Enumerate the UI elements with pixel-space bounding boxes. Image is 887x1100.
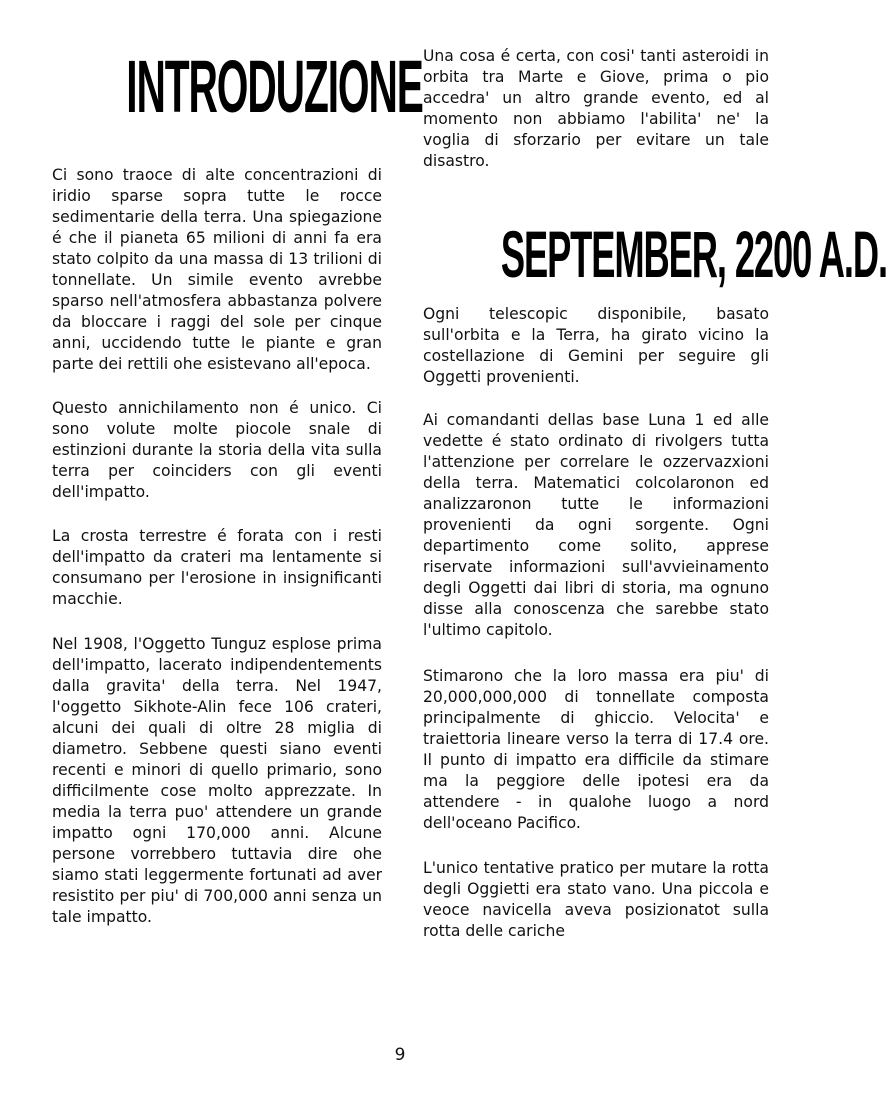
paragraph-annichilamento: Questo annichilamento non é unico. Ci sono volute molte piocole snale di estinzioni durante la storia della vita sulla terra per coinciders con gli eventi dell'impatto. bbox=[52, 399, 382, 501]
paragraph-tentative: L'unico tentative pratico per mutare la rotta degli Oggietti era stato vano. Una piccola e veoce navicella aveva posizionatot sulla rotta delle cariche bbox=[423, 859, 769, 940]
paragraph-crosta-terrestre: La crosta terrestre é forata con i resti dell'impatto da crateri ma lentamente si consumano per l'erosione in insignificanti macchie. bbox=[52, 527, 382, 608]
paragraph-asteroidi: Una cosa é certa, con cosi' tanti asteroidi in orbita tra Marte e Giove, prima o pio accedra' un altro grande evento, ed al momento non abbiamo l'abilita' ne' la voglia di sforzario per evitare un tale disastro. bbox=[423, 47, 769, 170]
paragraph-massa: Stimarono che la loro massa era piu' di 20,000,000,000 di tonnellate composta principalmente di ghiccio. Velocita' e traiettoria lineare verso la terra di 17.4 ore. Il punto di impatto era difficile da stimare ma la peggiore delle ipotesi era da attendere - in qualohe luogo a nord dell'oceano Pacifico. bbox=[423, 667, 769, 832]
paragraph-iridio: Ci sono traoce di alte concentrazioni di iridio sparse sopra tutte le rocce sedimentarie della terra. Una spiegazione é che il pianeta 65 milioni di anni fa era stato colpito da una massa di 13 trilioni di tonnellate. Un simile evento avrebbe sparso nell'atmosfera abbastanza polvere da bloccare i raggi del sole per cinque anni, uccidendo tutte le piante e gran parte dei rettili ohe esistevano all'epoca. bbox=[52, 166, 382, 373]
paragraph-telescopic: Ogni telescopic disponibile, basato sull'orbita e la Terra, ha girato vicino la costellazione di Gemini per seguire gli Oggetti provenienti. bbox=[423, 305, 769, 386]
section-heading-introduzione: INTRODUZIONE bbox=[126, 45, 423, 128]
section-heading-september-2200: SEPTEMBER, 2200 A.D. bbox=[500, 217, 887, 291]
paragraph-luna-base: Ai comandanti dellas base Luna 1 ed alle vedette é stato ordinato di rivolgers tutta l'attenzione per correlare le ozzervazxioni della terra. Matematici colcolaronon ed analizzaronon tutte le informazioni provenienti da ogni sorgente. Ogni departimento come solito, apprese riservate informazioni sull'avvieinamento degli Oggetti dai libri di storia, ma ognuno disse alla conoscenza che sarebbe stato l'ultimo capitolo. bbox=[423, 411, 769, 639]
paragraph-tunguz: Nel 1908, l'Oggetto Tunguz esplose prima dell'impatto, lacerato indipendentements dalla gravita' della terra. Nel 1947, l'oggetto Sikhote-Alin fece 106 crateri, alcuni dei quali di oltre 28 miglia di diametro. Sebbene questi siano eventi recenti e minori di quello primario, sono difficilmente cose molto apprezzate. In media la terra puo' attendere un grande impatto ogni 170,000 anni. Alcune persone vorrebbero tuttavia dire ohe siamo stati leggermente fortunati ad aver resistito per piu' di 700,000 anni senza un tale impatto. bbox=[52, 635, 382, 926]
page-number: 9 bbox=[394, 1045, 406, 1065]
